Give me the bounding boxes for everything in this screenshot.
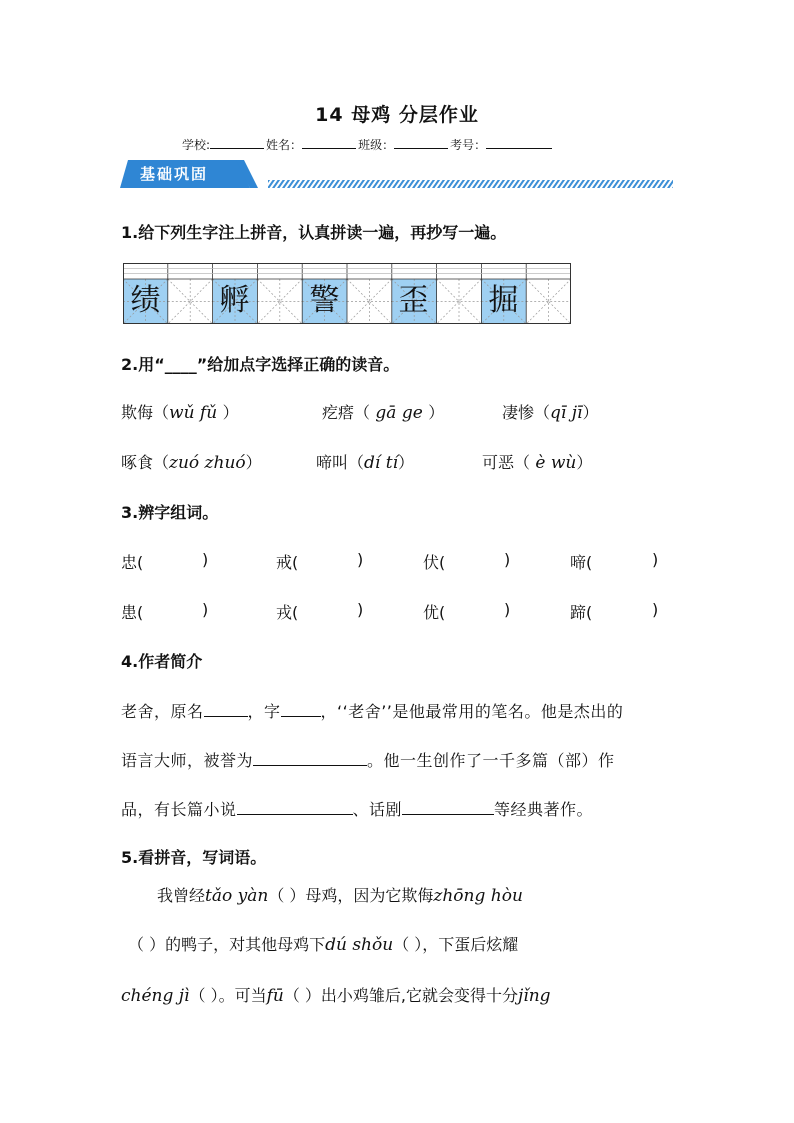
q5-text: （ ）。可当: [189, 986, 267, 1005]
q4-line-3: [121, 797, 593, 820]
q5-line-2: [128, 932, 518, 955]
tianzige-chars: [123, 278, 571, 323]
q3-item: [570, 600, 592, 623]
q4-line-1: [121, 699, 623, 722]
school-blank[interactable]: [210, 136, 264, 149]
q2-close: ）: [576, 453, 593, 472]
q2-options[interactable]: dí tí: [364, 453, 399, 473]
q5-pinyin: fū: [266, 986, 284, 1006]
q4-text: ，字: [247, 702, 281, 721]
q2-close: ）: [222, 403, 239, 422]
student-info-line: [182, 136, 554, 153]
q4-blank-original-name[interactable]: [204, 702, 248, 717]
char-cell-5: 掘: [488, 283, 519, 318]
q3-item: [276, 600, 298, 623]
q3-char: 戒(: [276, 553, 299, 572]
q5-line-1: [157, 883, 523, 906]
q3-heading: 3.辨字组词。: [121, 503, 219, 522]
q4-blank-novel[interactable]: [237, 800, 353, 815]
q3-paren-close: ): [504, 600, 511, 619]
q3-item: [121, 550, 143, 573]
q2-word: 啄食（: [121, 453, 170, 472]
q3-char: 患(: [121, 603, 144, 622]
q3-char: 优(: [423, 603, 446, 622]
q3-item: [276, 550, 298, 573]
q2-options[interactable]: wǔ fǔ: [169, 403, 223, 423]
q3-char: 啼(: [570, 553, 593, 572]
q5-heading: 5.看拼音，写词语。: [121, 848, 267, 867]
q2-heading: 2.用“____”给加点字选择正确的读音。: [121, 355, 400, 374]
q3-paren-close: ): [202, 550, 209, 569]
q3-item: [570, 550, 592, 573]
q2-item: [316, 450, 414, 473]
name-blank[interactable]: [302, 136, 356, 149]
q2-item: [121, 450, 262, 473]
number-label: 考号：: [450, 138, 487, 152]
q3-paren-close: ): [202, 600, 209, 619]
q3-item: [423, 550, 445, 573]
q2-options[interactable]: qī jī: [550, 403, 583, 423]
q4-text: 语言大师，被誉为: [121, 751, 254, 770]
q4-text: 。他一生创作了一千多篇（部）作: [367, 751, 615, 770]
q4-heading: 4.作者简介: [121, 652, 203, 671]
q2-options[interactable]: è wù: [530, 453, 577, 473]
q4-blank-courtesy-name[interactable]: [281, 702, 321, 717]
school-label: 学校:: [182, 138, 211, 152]
q2-word: 疙瘩（: [322, 403, 371, 422]
q3-char: 伏(: [423, 553, 446, 572]
q5-text: （ ）出小鸡雏后,它就会变得十分: [283, 986, 519, 1005]
q3-item: [423, 600, 445, 623]
q4-blank-honor-title[interactable]: [253, 751, 367, 766]
q2-close: ）: [582, 403, 599, 422]
q3-char: 忠(: [121, 553, 144, 572]
q5-text: （ ）的鸭子，对其他母鸡下: [128, 935, 326, 954]
q4-blank-drama[interactable]: [402, 800, 494, 815]
q4-text: 老舍，原名: [121, 702, 204, 721]
section-label: 基础巩固: [140, 165, 209, 183]
q5-text: （ ），下蛋后炫耀: [393, 935, 519, 954]
q3-paren-close: ): [652, 550, 659, 569]
q3-paren-close: ): [357, 600, 364, 619]
q4-text: 、话剧: [352, 800, 403, 819]
q3-paren-close: ): [357, 550, 364, 569]
page-title: 14 母鸡 分层作业: [315, 104, 479, 126]
name-label: 姓名：: [266, 138, 303, 152]
q2-close: ）: [428, 403, 445, 422]
q5-line-3: [121, 983, 551, 1006]
q5-text: （ ）母鸡，因为它欺侮: [268, 886, 434, 905]
q5-pinyin: jǐng: [518, 986, 551, 1006]
q5-pinyin: zhōng hòu: [433, 886, 523, 906]
q3-item: [121, 600, 143, 623]
q2-item: [121, 400, 239, 423]
q2-options[interactable]: zuó zhuó: [169, 453, 246, 473]
q3-paren-close: ): [504, 550, 511, 569]
q4-line-2: [121, 748, 615, 771]
char-cell-2: 孵: [219, 283, 250, 318]
q5-pinyin: chéng jì: [121, 986, 190, 1006]
q4-text: ，‘‘老舍’’是他最常用的笔名。他是杰出的: [320, 702, 624, 721]
q2-word: 啼叫（: [316, 453, 365, 472]
char-cell-3: 警: [309, 283, 340, 318]
q2-word: 可恶（: [482, 453, 531, 472]
q2-close: ）: [398, 453, 415, 472]
q3-char: 蹄(: [570, 603, 593, 622]
q3-paren-close: ): [652, 600, 659, 619]
q2-options[interactable]: gā ge: [370, 403, 429, 423]
q5-pinyin: dú shǒu: [325, 935, 394, 955]
q2-item: [502, 400, 598, 423]
number-blank[interactable]: [486, 136, 552, 149]
class-blank[interactable]: [394, 136, 448, 149]
q2-item: [322, 400, 444, 423]
char-cell-4: 歪: [398, 283, 429, 318]
q1-heading: 1.给下列生字注上拼音，认真拼读一遍，再抄写一遍。: [121, 223, 507, 242]
banner-stripe: [268, 180, 673, 188]
q4-text: 等经典著作。: [494, 800, 594, 819]
q2-close: ）: [245, 453, 262, 472]
q5-pinyin: tǎo yàn: [205, 886, 269, 906]
q2-word: 凄惨（: [502, 403, 551, 422]
char-cell-1: 绩: [130, 283, 161, 318]
q5-text: 我曾经: [157, 886, 206, 905]
q2-word: 欺侮（: [121, 403, 170, 422]
q2-item: [482, 450, 592, 473]
q3-char: 戎(: [276, 603, 299, 622]
q4-text: 品，有长篇小说: [121, 800, 237, 819]
class-label: 班级：: [358, 138, 395, 152]
